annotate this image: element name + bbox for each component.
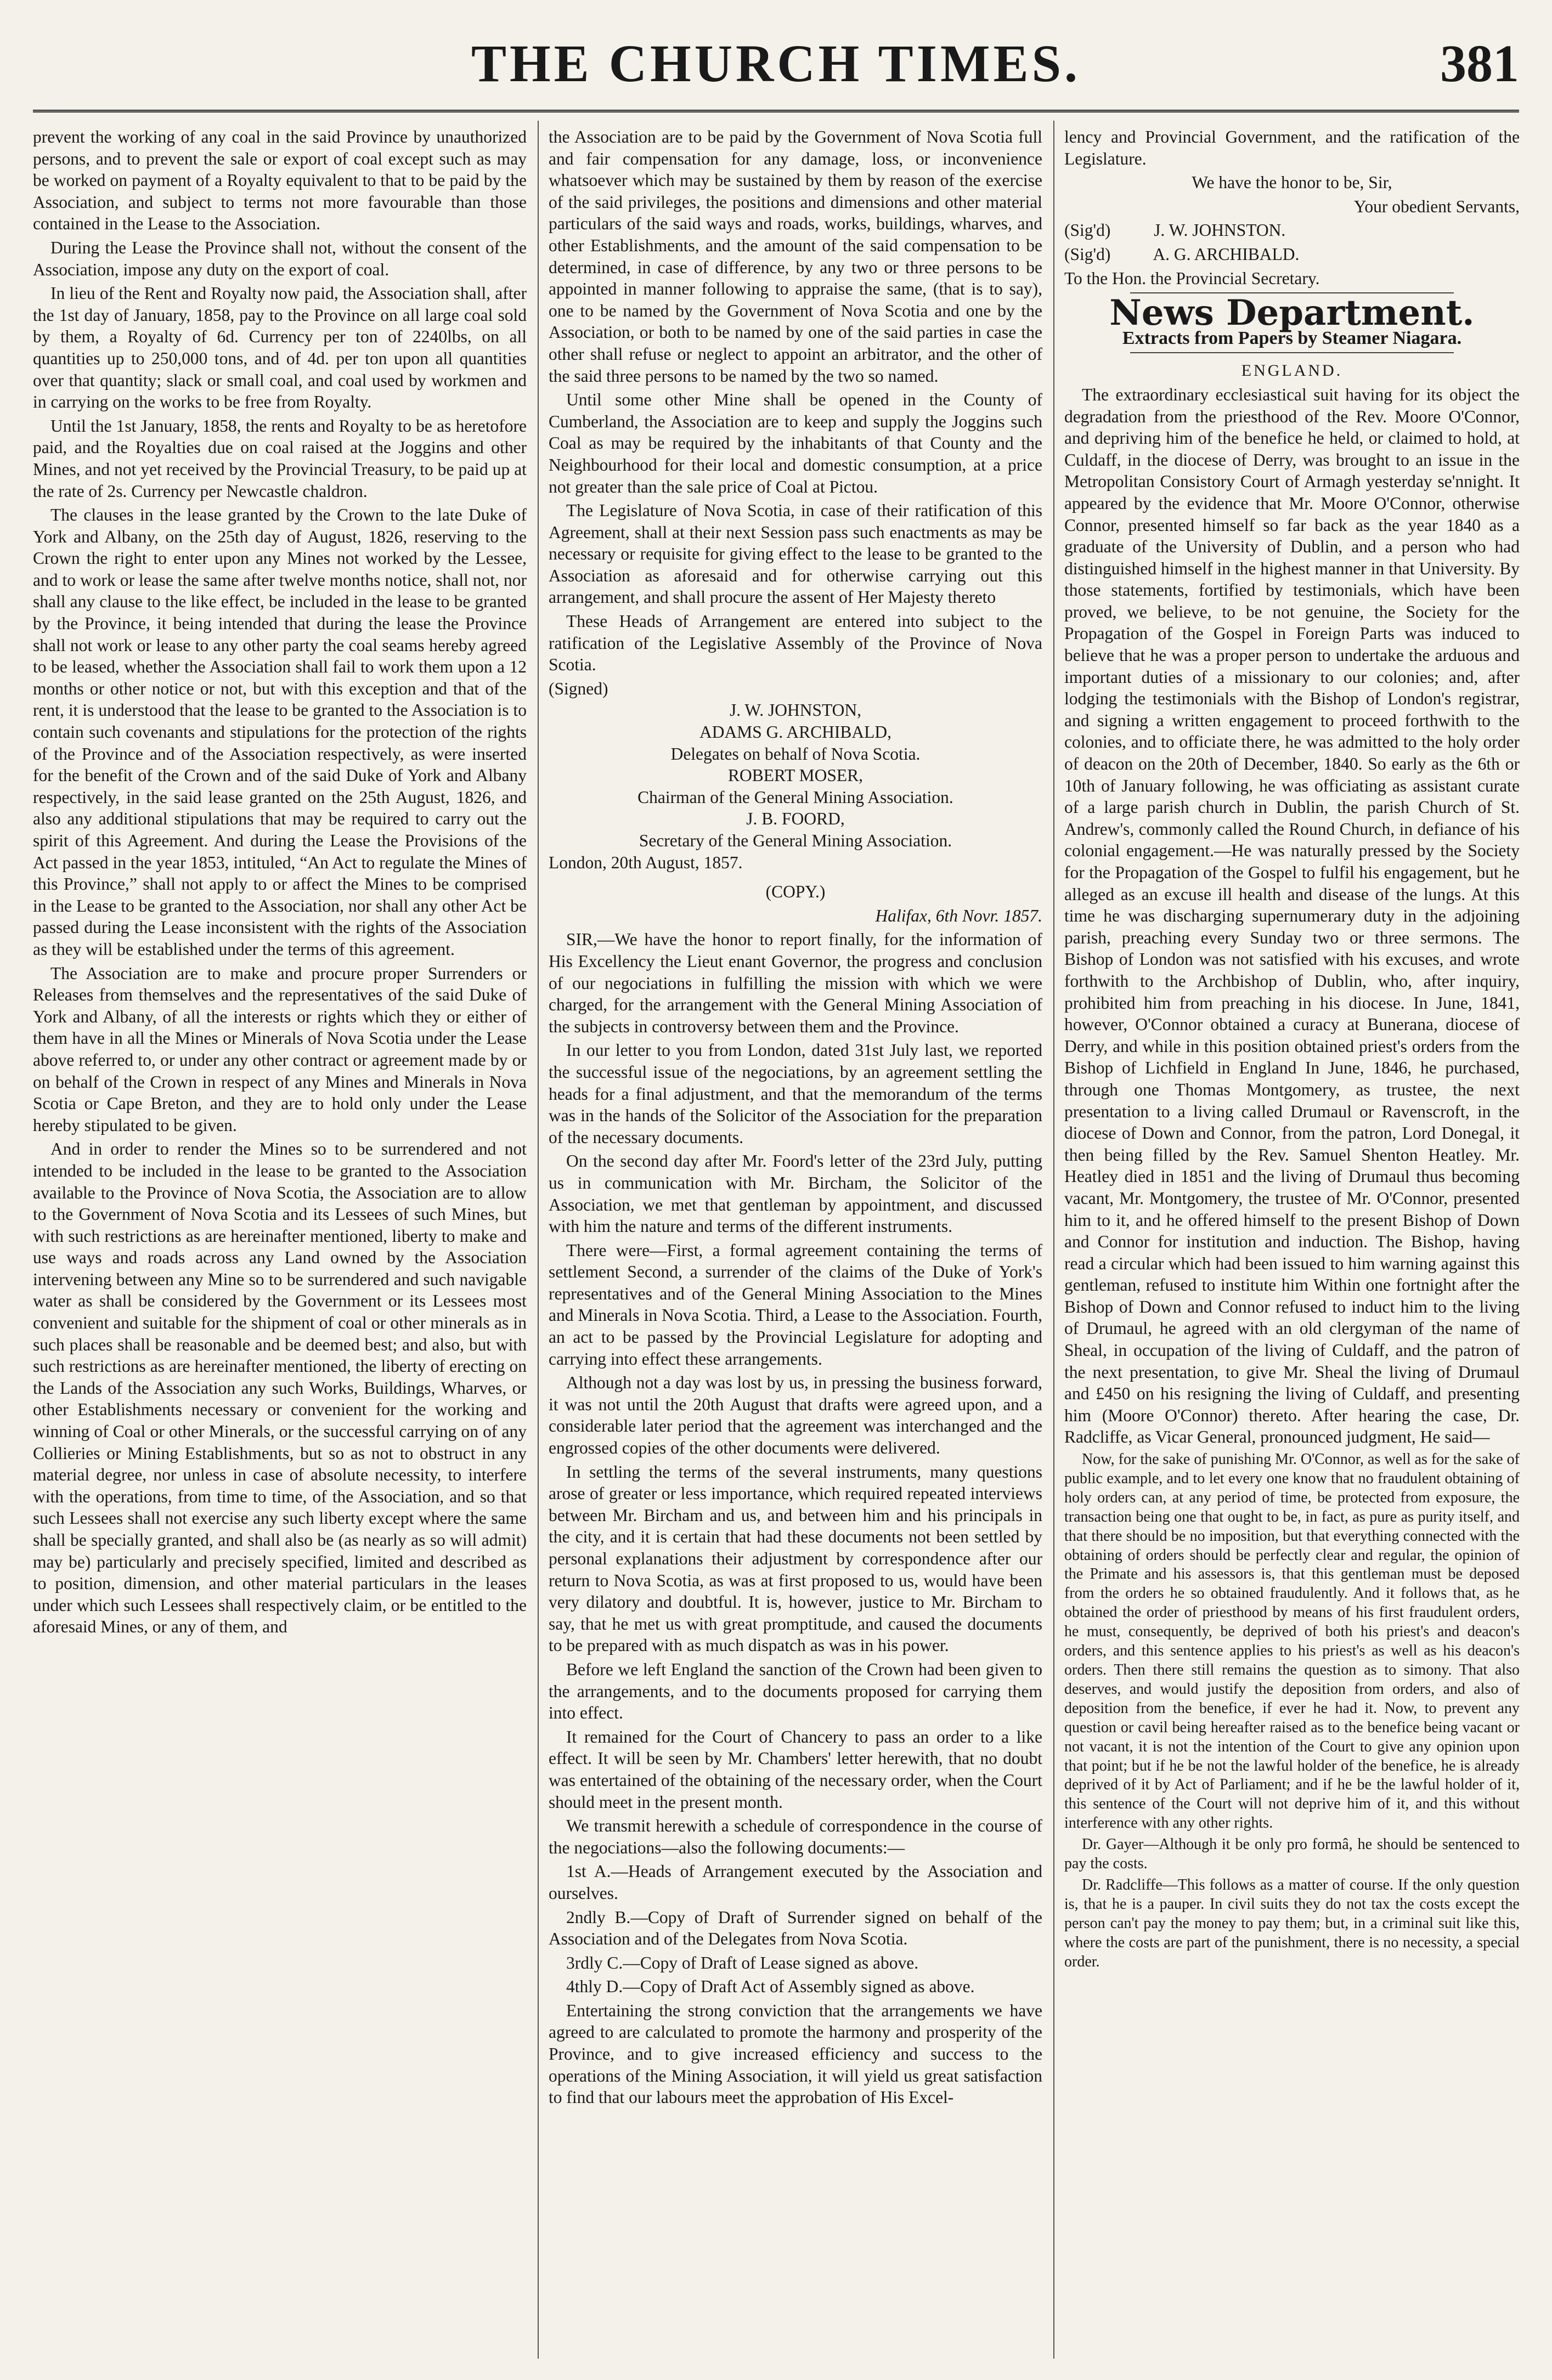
paragraph: It remained for the Court of Chancery to pass an order to a like effect. It will be seen by Mr. Chambers' letter herewith, that no doubt was entertained of the obtaining of the necessary order, when the Court should meet in the present month. — [549, 1727, 1042, 1812]
paragraph: Dr. Radcliffe—This follows as a matter of course. If the only question is, that he is a pauper. In civil suits they do not tax the costs except the person can't pay the money to pay them; but, in a criminal suit like this, where the costs are part of the punishment, there is no necessity, a special order. — [1064, 1876, 1520, 1970]
country-heading: ENGLAND. — [1241, 361, 1343, 380]
paragraph: 1st A.—Heads of Arrangement executed by the Association and ourselves. — [549, 1862, 1042, 1903]
paragraph: These Heads of Arrangement are entered into subject to the ratification of the Legislative Assembly of the Province of Nova Scotia. — [549, 612, 1042, 675]
signature-line: J. B. FOORD, — [746, 809, 845, 829]
copy-label: (COPY.) — [765, 882, 826, 902]
paragraph: Until some other Mine shall be opened in the County of Cumberland, the Association are to keep and supply the Joggins such Coal as may be required by the inhabitants of that County and the Neighbourhood for their local and domestic consumption, at a price not greater than the sale price of Coal at Pictou. — [549, 390, 1042, 496]
header-rule — [33, 110, 1519, 112]
paragraph: On the second day after Mr. Foord's letter of the 23rd July, putting us in communication with Mr. Bircham, the Solicitor of the Association, we met that gentleman by appointment, and discussed with him the nature and terms of the different instruments. — [549, 1151, 1042, 1236]
paragraph: In settling the terms of the several instruments, many questions arose of greater or less importance, which required repeated interviews between Mr. Bircham and us, and between him and his principals in the city, and it is certain that had these documents not been settled by personal explanations their adjustment by correspondence after our return to Nova Scotia, as was at first proposed to us, would have been very dilatory and doubtful. It is, however, justice to Mr. Bircham to say, that he met us with great promptitude, and caused the documents to be prepared with as much dispatch as was in his power. — [549, 1462, 1042, 1655]
copy-date: Halifax, 6th Novr. 1857. — [875, 906, 1042, 925]
paragraph: During the Lease the Province shall not, without the consent of the Association, impose any duty on the export of coal. — [33, 238, 527, 279]
paragraph: In our letter to you from London, dated 31st July last, we reported the successful issue of the negociations, by an agreement settling the heads for a final adjustment, and that the memorandum of the terms was in the hands of the Solicitor of the Association for the preparation of the necessary documents. — [549, 1041, 1042, 1147]
paragraph: Entertaining the strong conviction that the arrangements we have agreed to are calculated to promote the harmony and prosperity of the Province, and to give increased efficiency and success to the operations of the Mining Association, it will yield us great satisfaction to find that our labours meet the approbation of His Excel- — [549, 2000, 1042, 2107]
page-number: 381 — [1440, 34, 1519, 93]
newspaper-title: THE CHURCH TIMES. — [471, 34, 1081, 93]
signature-line: Chairman of the General Mining Association. — [637, 787, 953, 807]
paragraph: 2ndly B.—Copy of Draft of Surrender signed on behalf of the Association and of the Delegates from Nova Scotia. — [549, 1907, 1042, 1949]
signature-line: J. W. JOHNSTON, — [729, 700, 862, 720]
paragraph: the Association are to be paid by the Government of Nova Scotia full and fair compensation for any damage, loss, or inconvenience whatsoever which may be sustained by them by reason of the exercise of the said privileges, the positions and dimensions and other material particulars of the said ways and roads, works, buildings, wharves, and other Establishments, and the amount of the said compensation to be determined, in case of difference, by any two or three persons to be appointed in manner following to appraise the same, (that is to say), one to be named by the Government of Nova Scotia and one by the Association, or both to be named by one of the said parties in case the other shall refuse or neglect to appoint an arbitrator, and the other of the said three persons to be named by the two so named. — [549, 127, 1042, 386]
masthead — [0, 0, 1552, 110]
paragraph: In lieu of the Rent and Royalty now paid, the Association shall, after the 1st day of January, 1858, pay to the Province on all large coal sold by them, a Royalty of 6d. Currency per ton of 2240lbs, on all quantities up to 250,000 tons, and of 4d. per ton upon all quantities over that quantity; slack or small coal, and coal used by workmen and in carrying on the works to be free from Royalty. — [33, 284, 527, 412]
signed-label: (Signed) — [549, 679, 608, 698]
section-heading: News Department. — [1109, 292, 1475, 334]
column-divider — [1053, 121, 1054, 2359]
section-subheading: Extracts from Papers by Steamer Niagara. — [1122, 327, 1462, 348]
paragraph: There were—First, a formal agreement containing the terms of settlement Second, a surrender of the claims of the Duke of York's representatives and of the General Mining Association to the Mines and Minerals in Nova Scotia. Third, a Lease to the Association. Fourth, an act to be passed by the Provincial Legislature for adopting and carrying into effect these arrangements. — [549, 1240, 1042, 1369]
paragraph: We transmit herewith a schedule of correspondence in the course of the negociations—also the following documents:— — [549, 1816, 1042, 1857]
paragraph: The clauses in the lease granted by the Crown to the late Duke of York and Albany, on the 25th day of August, 1826, reserving to the Crown the right to enter upon any Mines not worked by the Lessee, and to work or lease the same after twelve months notice, shall not, nor shall any clause to the like effect, be included in the lease to be granted by the Province, it being intended that during the lease the Province shall not work or lease to any other party the coal seams hereby agreed to be leased, whether the Association shall fail to work them upon a 12 months or other notice or not, but with this exception and that of the rent, it is understood that the lease to be granted to the Association is to contain such covenants and stipulations for the protection of the rights of the Province and of the Association respectively, as were inserted for the benefit of the Crown and of the said Duke of York and Albany respectively, in the said lease granted on the 25th August, 1826, and also any additional stipulations that may be required to carry out the spirit of this Agreement. And during the Lease the Provisions of the Act passed in the year 1853, intituled, “An Act to regulate the Mines of this Province,” shall not apply to or affect the Mines to be comprised in the Lease to be granted to the Association, nor shall any other Act be passed during the Lease inconsistent with the rights of the Association as they will be established under the terms of this agreement. — [33, 505, 527, 959]
paragraph: Until the 1st January, 1858, the rents and Royalty to be as heretofore paid, and the Royalties due on coal raised at the Joggins and other Mines, and not yet received by the Provincial Treasury, to be paid up at the rate of 2s. Currency per Newcastle chaldron. — [33, 416, 527, 501]
addressee: To the Hon. the Provincial Secretary. — [1064, 268, 1320, 288]
place-date: London, 20th August, 1857. — [549, 852, 743, 872]
paragraph: 4thly D.—Copy of Draft Act of Assembly signed as above. — [566, 1977, 975, 1997]
paragraph: 3rdly C.—Copy of Draft of Lease signed as above. — [566, 1953, 919, 1972]
ornamental-rule — [1130, 352, 1454, 357]
signature-line: (Sig'd) J. W. JOHNSTON. — [1064, 221, 1286, 240]
paragraph: Before we left England the sanction of the Crown had been given to the arrangements, and to the documents proposed for carrying them into effect. — [549, 1659, 1042, 1723]
paragraph: lency and Provincial Government, and the ratification of the Legislature. — [1064, 127, 1520, 168]
paragraph: The Legislature of Nova Scotia, in case of their ratification of this Agreement, shall at their next Session pass such enactments as may be necessary or requisite for giving effect to the lease to be granted to the Association as aforesaid and for otherwise carrying out this arrangement, and shall procure the assent of Her Majesty thereto — [549, 501, 1042, 607]
signature-line: Secretary of the General Mining Association. — [639, 831, 952, 850]
column-1 — [33, 126, 527, 2353]
paragraph: And in order to render the Mines so to be surrendered and not intended to be included in the lease to be granted to the Association available to the Province of Nova Scotia, the Association are to allow to the Government of Nova Scotia and its Lessees of such Mines, but with such restrictions as are hereinafter mentioned, liberty to make and use ways and roads across any Land owned by the Association intervening between any Mine so to be surrendered and such navigable water as shall be considered by the Government or its Lessees most convenient and suitable for the shipment of coal or other minerals as in such places shall be reasonable and be deemed best; and also, but with such restrictions as are hereinafter mentioned, the liberty of erecting on the Lands of the Association any such Works, Buildings, Wharves, or other Establishments necessary or convenient for the working and winning of Coal or other Minerals, or the successful carrying on of any Collieries or Mining Establishments, but so as not to obstruct in any material degree, nor unless in case of absolute necessity, to interfere with the operations, from time to time, of the Association, and so that such Lessees shall not exercise any such liberty except where the same shall be specially granted, and shall also be (as nearly as so will admit) may be) particularly and precisely specified, limited and described as to position, dimension, and other material particulars in the leases under which such Lessees shall respectively claim, or be entitled to the aforesaid Mines, or any of them, and — [33, 1139, 527, 1637]
column-2 — [549, 126, 1042, 2353]
signature-line: (Sig'd) A. G. ARCHIBALD. — [1064, 244, 1300, 264]
column-divider — [538, 121, 539, 2359]
paragraph: prevent the working of any coal in the said Province by unauthorized persons, and to prevent the sale or export of coal except such as may be worked on payment of a Royalty equivalent to that to be paid by the Association, and subject to terms not more favourable than those contained in the Lease to the Association. — [33, 127, 527, 234]
signature-block — [549, 678, 1042, 873]
paragraph: SIR,—We have the honor to report finally, for the information of His Excellency the Lieut enant Governor, the progress and conclusion of our negociations in fulfilling the mission with which we were charged, for the arrangement with the General Mining Association of the subjects in controversy between them and the Province. — [549, 930, 1042, 1036]
paragraph: Dr. Gayer—Although it be only pro formâ, he should be sentenced to pay the costs. — [1064, 1836, 1520, 1873]
paragraph: Although not a day was lost by us, in pressing the business forward, it was not until the 20th August that drafts were agreed upon, and a considerable later period that the agreement was interchanged and the engrossed copies of the other documents were delivered. — [549, 1373, 1042, 1458]
paragraph: The extraordinary ecclesiastical suit having for its object the degradation from the priesthood of the Rev. Moore O'Connor, and depriving him of the benefice he held, or claimed to hold, at Culdaff, in the diocese of Derry, was brought to an issue in the Metropolitan Consistory Court of Armagh yesterday se'nnight. It appeared by the evidence that Mr. Moore O'Connor, otherwise Connor, presented himself so far back as the year 1840 as a graduate of the University of Dublin, and a person who had distinguished himself in the highest manner in that University. By those statements, fortified by testimonials, which have been proved, we believe, to be not genuine, the Society for the Propagation of the Gospel in Foreign Parts was induced to believe that he was a proper person to undertake the arduous and important duties of a missionary to our colonies; and, after lodging the testimonials with the Bishop of London's registrar, and signing a written engagement to proceed forthwith to the colonies, and to officiate there, he was admitted to the holy order of deacon on the 20th of December, 1840. So early as the 6th or 10th of January following, he was officiating as assistant curate of a large parish church in Dublin, the parish Church of St. Andrew's, commonly called the Round Church, in defiance of his colonial engagement.—He was naturally pressed by the Society for the Propagation of the Gospel to fulfil his engagement, but he alleged as an excuse ill health and disease of the lungs. At this time he was discharging supernumerary duty in the adjoining parish, preaching every Sunday two or three sermons. The Bishop of London was not satisfied with his excuses, and wrote forthwith to the Archbishop of Dublin, who, after inquiry, prohibited him from preaching in his diocese. In June, 1841, however, O'Connor obtained a curacy at Bunerana, diocese of Derry, and while in this position obtained priest's orders from the Bishop of Lichfield in England In June, 1846, he purchased, through one Thomas Montgomery, as trustee, the next presentation to a living called Drumaul or Ravenscroft, in the diocese of Down and Connor, from the patron, Lord Donegal, it then being filled by the Rev. Samuel Shenton Heatley. Mr. Heatley died in 1851 and the living of Drumaul thus becoming vacant, Mr. Montgomery, the trustee of Mr. O'Connor, presented him to it, and he offered himself to the present Bishop of Down and Connor for institution and induction. The Bishop, having read a circular which had been issued to him warning against this gentleman, refused to institute him Within one fortnight after the Bishop of Down and Connor refused to induct him to the living of Drumaul, he agreed with an old clergyman of the name of Sheal, in occupation of the living of Culdaff, and the patron of the next presentation, to give Mr. Sheal the living of Drumaul and £450 on his resigning the living of Culdaff, and presenting him (Moore O'Connor) thereto. After hearing the case, Dr. Radcliffe, as Vicar General, pronounced judgment, He said— — [1064, 385, 1520, 1447]
column-3 — [1064, 126, 1520, 2353]
paragraph: The Association are to make and procure proper Surrenders or Releases from themselves and the representatives of the said Duke of York and Albany, of all the interests or rights which they or either of them have in all the Mines or Minerals of Nova Scotia under the Lease above referred to, or under any other contract or agreement made by or on behalf of the Crown in respect of any Mines and Minerals in Nova Scotia or Cape Breton, and they are to hold only under the Lease hereby stipulated to be given. — [33, 963, 527, 1135]
signature-line: Delegates on behalf of Nova Scotia. — [670, 744, 921, 764]
paragraph: Now, for the sake of punishing Mr. O'Connor, as well as for the sake of public example, and to let every one know that no fraudulent obtaining of holy orders can, at any period of time, be protected from exposure, the transaction being one that ought to be, in fact, as pure as purity itself, and that there should be no imposition, but that everything connected with the obtaining of orders should be perfectly clear and regular, the opinion of the Primate and his assessors is, that this gentleman must be deposed from the orders he so obtained fraudulently. And it follows that, as he obtained the order of priesthood by means of his first fraudulent orders, he must, consequently, be deprived of both his priest's and deacon's orders, and this sentence applies to his priest's as well as his deacon's orders. Then there still remains the question as to simony. That also deserves, and would justify the deposition from orders, and also of deposition from the benefice, if ever he had it. Now, to prevent any question or cavil being hereafter raised as to the benefice being vacant or not vacant, it is not the intention of the Court to give any opinion upon that point; but if he be not the lawful holder of the benefice, he is already deprived of it by Act of Parliament; and if he be the lawful holder of it, this sentence of the Court will not deprive him of it, and this without interference with any other rights. — [1064, 1451, 1520, 1832]
closing-line: Your obedient Servants, — [1353, 196, 1520, 216]
signature-line: ADAMS G. ARCHIBALD, — [699, 722, 892, 742]
closing-line: We have the honor to be, Sir, — [1192, 173, 1392, 193]
signature-line: ROBERT MOSER, — [727, 766, 864, 785]
